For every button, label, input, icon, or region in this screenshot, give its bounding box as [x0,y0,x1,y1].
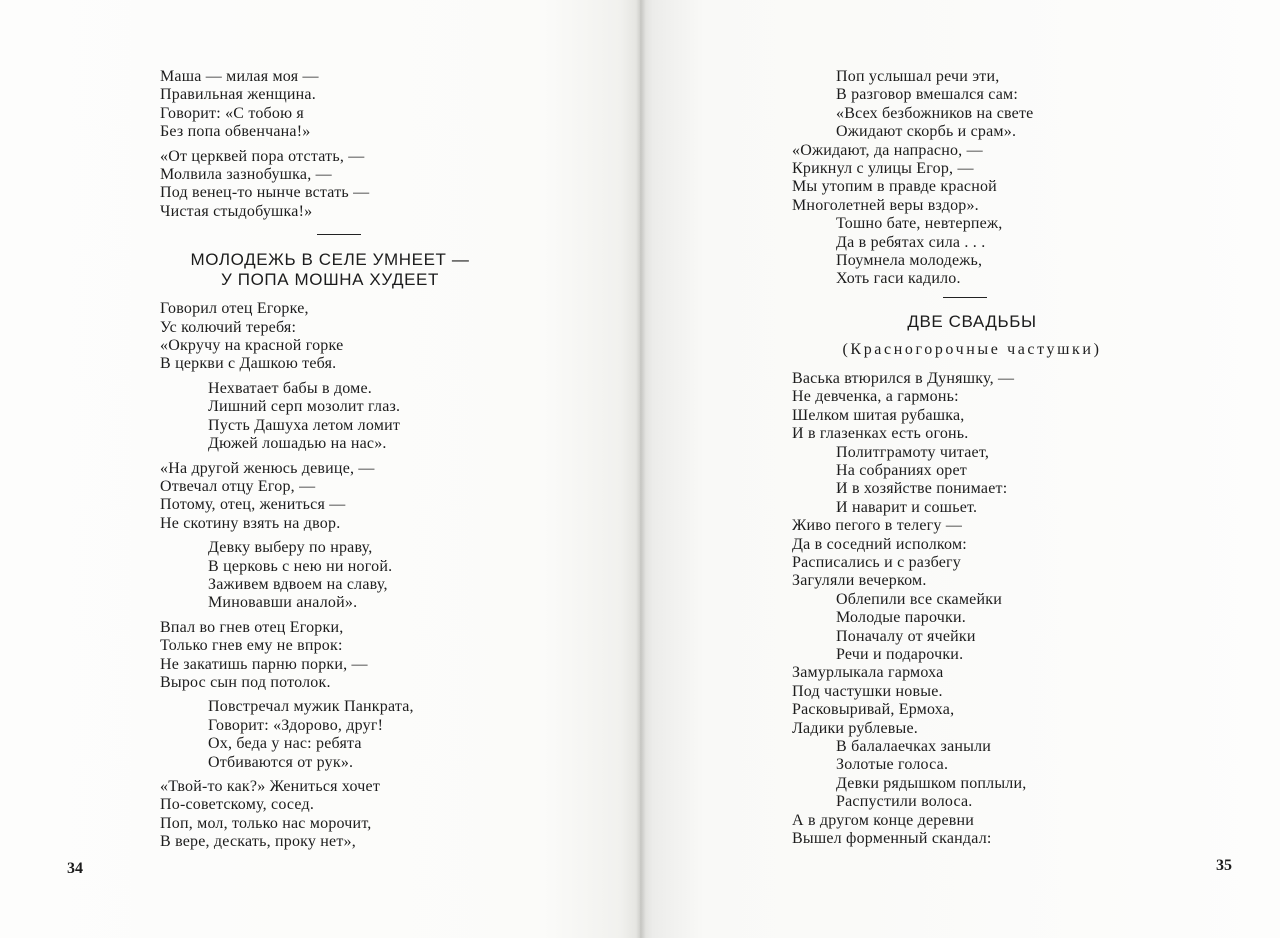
poem-line: Ус колючий теребя: [160,318,297,336]
poem-line: «От церквей пора отстать, — [160,147,365,165]
poem-line: На собраниях орет [836,461,967,479]
poem-line: Поп услышал речи эти, [836,68,1000,85]
poem-line: Маша — милая моя — [160,68,319,85]
poem-line: Тошно бате, невтерпеж, [836,215,1003,233]
poem-line: Не скотину взять на двор. [160,514,341,532]
poem-line: «Ожидают, да напрасно, — [792,141,983,159]
section-divider [317,234,361,235]
poem-stanza [792,68,1152,142]
poem-line: Говорит: «С тобою я [160,104,304,122]
poem-line: Расписались и с разбегу [792,553,961,571]
poem-line: Девку выберу по нраву, [208,539,373,557]
poem-stanza [160,68,490,142]
poem-stanza [160,619,490,693]
poem-line: Нехватает бабы в доме. [208,379,373,397]
poem-line: Мы утопим в правде красной [792,178,997,196]
poem-line: Говорил отец Егорке, [160,300,309,318]
poem-stanza [160,539,490,613]
poem-line: Отвечал отцу Егор, — [160,477,316,495]
poem-line: Замурлыкала гармоха [792,664,944,682]
poem-line: Вышел форменный скандал: [792,830,992,848]
section-title-line: МОЛОДЕЖЬ В СЕЛЕ УМНЕЕТ — [190,250,470,270]
poem-line: Золотые голоса. [836,756,949,774]
poem-line: Поумнела молодежь, [836,252,983,270]
poem-stanza [160,148,490,222]
poem-line: И в хозяйстве понимает: [836,480,1008,498]
poem-line: Девки рядышком поплыли, [836,774,1027,792]
poem-line: Распустили волоса. [836,793,973,811]
page-number: 35 [1216,857,1232,874]
poem-line: В балалаечках заныли [836,738,992,755]
poem-line: В церкви с Дашкою тебя. [160,355,337,373]
poem-line: «На другой женюсь девице, — [160,459,375,477]
poem-line: «Всех безбожников на свете [836,104,1034,122]
poem-line: Правильная женщина. [160,86,316,104]
poem-line: Под частушки новые. [792,682,943,700]
right-page [640,0,1280,938]
poem-line: Ладики рублевые. [792,719,919,737]
poem-line: Загуляли вечерком. [792,572,927,590]
poem-line: Потому, отец, жениться — [160,496,346,514]
poem-line: И в глазенках есть огонь. [792,425,969,443]
poem-line: Повстречал мужик Панкрата, [208,698,414,716]
poem-line: Без попа обвенчана!» [160,123,311,141]
poem-stanza [160,300,490,374]
poem-line: Только гнев ему не впрок: [160,637,343,655]
section-title [160,250,500,290]
poem-line: Впал во гнев отец Егорки, [160,618,344,636]
poem-line: Не закатишь парню порки, — [160,655,368,673]
poem-line: Расковыривай, Ермоха, [792,701,955,719]
poem-line: Хоть гаси кадило. [836,270,961,288]
poem-stanza [792,738,1152,812]
poem-line: Васька втюрился в Дуняшку, — [792,369,1015,387]
poem-stanza [160,778,490,852]
section-subtitle: (Красногорочные частушки) [842,340,1102,358]
poem-line: Ох, беда у нас: ребята [208,735,362,753]
poem-line: Ожидают скорбь и срам». [836,123,1017,141]
poem-stanza [160,698,490,772]
page-number: 34 [67,860,83,877]
poem-line: Крикнул с улицы Егор, — [792,160,974,178]
poem-stanza [792,215,1152,289]
poem-line: Дюжей лошадью на нас». [208,435,387,453]
poem-line: Поп, мол, только нас морочит, [160,814,372,832]
section-divider [943,297,987,298]
poem-line: «Твой-то как?» Жениться хочет [160,778,381,795]
poem-line: Политграмоту читает, [836,443,990,461]
poem-line: В церковь с нею ни ногой. [208,557,393,575]
poem-stanza [160,380,490,454]
poem-line: А в другом конце деревни [792,811,975,829]
poem-line: Шелком шитая рубашка, [792,406,965,424]
poem-line: Молвила зазнобушка, — [160,166,332,184]
poem-stanza [792,370,1152,444]
right-page-text [792,68,1152,848]
poem-stanza [792,591,1152,665]
poem-line: Лишний серп мозолит глаз. [208,398,401,416]
poem-line: В вере, дескать, проку нет», [160,833,356,851]
poem-line: Живо пегого в телегу — [792,517,963,535]
poem-line: Вырос сын под потолок. [160,673,331,691]
poem-line: Молодые парочки. [836,609,966,627]
poem-line: Заживем вдвоем на славу, [208,575,388,593]
poem-line: В разговор вмешался сам: [836,86,1018,104]
poem-stanza [792,664,1152,738]
poem-line: Миновавши аналой». [208,594,358,612]
poem-line: Облепили все скамейки [836,590,1002,608]
poem-stanza [792,142,1152,216]
poem-line: Говорит: «Здорово, друг! [208,716,384,734]
poem-stanza [792,517,1152,591]
poem-stanza [792,444,1152,518]
section-title: ДВЕ СВАДЬБЫ [907,311,1037,331]
poem-line: Пусть Дашуха летом ломит [208,416,401,434]
poem-line: Чистая стыдобушка!» [160,202,313,220]
left-page-text [160,68,490,852]
poem-line: Отбиваются от рук». [208,753,354,771]
section-title-line: У ПОПА МОШНА ХУДЕЕТ [221,270,439,290]
poem-line: Под венец-то нынче встать — [160,184,370,202]
poem-line: Поначалу от ячейки [836,627,976,645]
book-gutter [636,0,646,938]
poem-line: И наварит и сошьет. [836,498,978,516]
poem-stanza [792,812,1152,849]
poem-line: По-советскому, сосед. [160,796,315,814]
poem-line: Не девченка, а гармонь: [792,388,959,406]
poem-stanza [160,460,490,534]
poem-line: Да в соседний исполком: [792,535,967,553]
poem-line: Да в ребятах сила . . . [836,233,986,251]
poem-line: Многолетней веры вздор». [792,196,979,214]
poem-line: Речи и подарочки. [836,645,964,663]
poem-line: «Окручу на красной горке [160,337,344,355]
